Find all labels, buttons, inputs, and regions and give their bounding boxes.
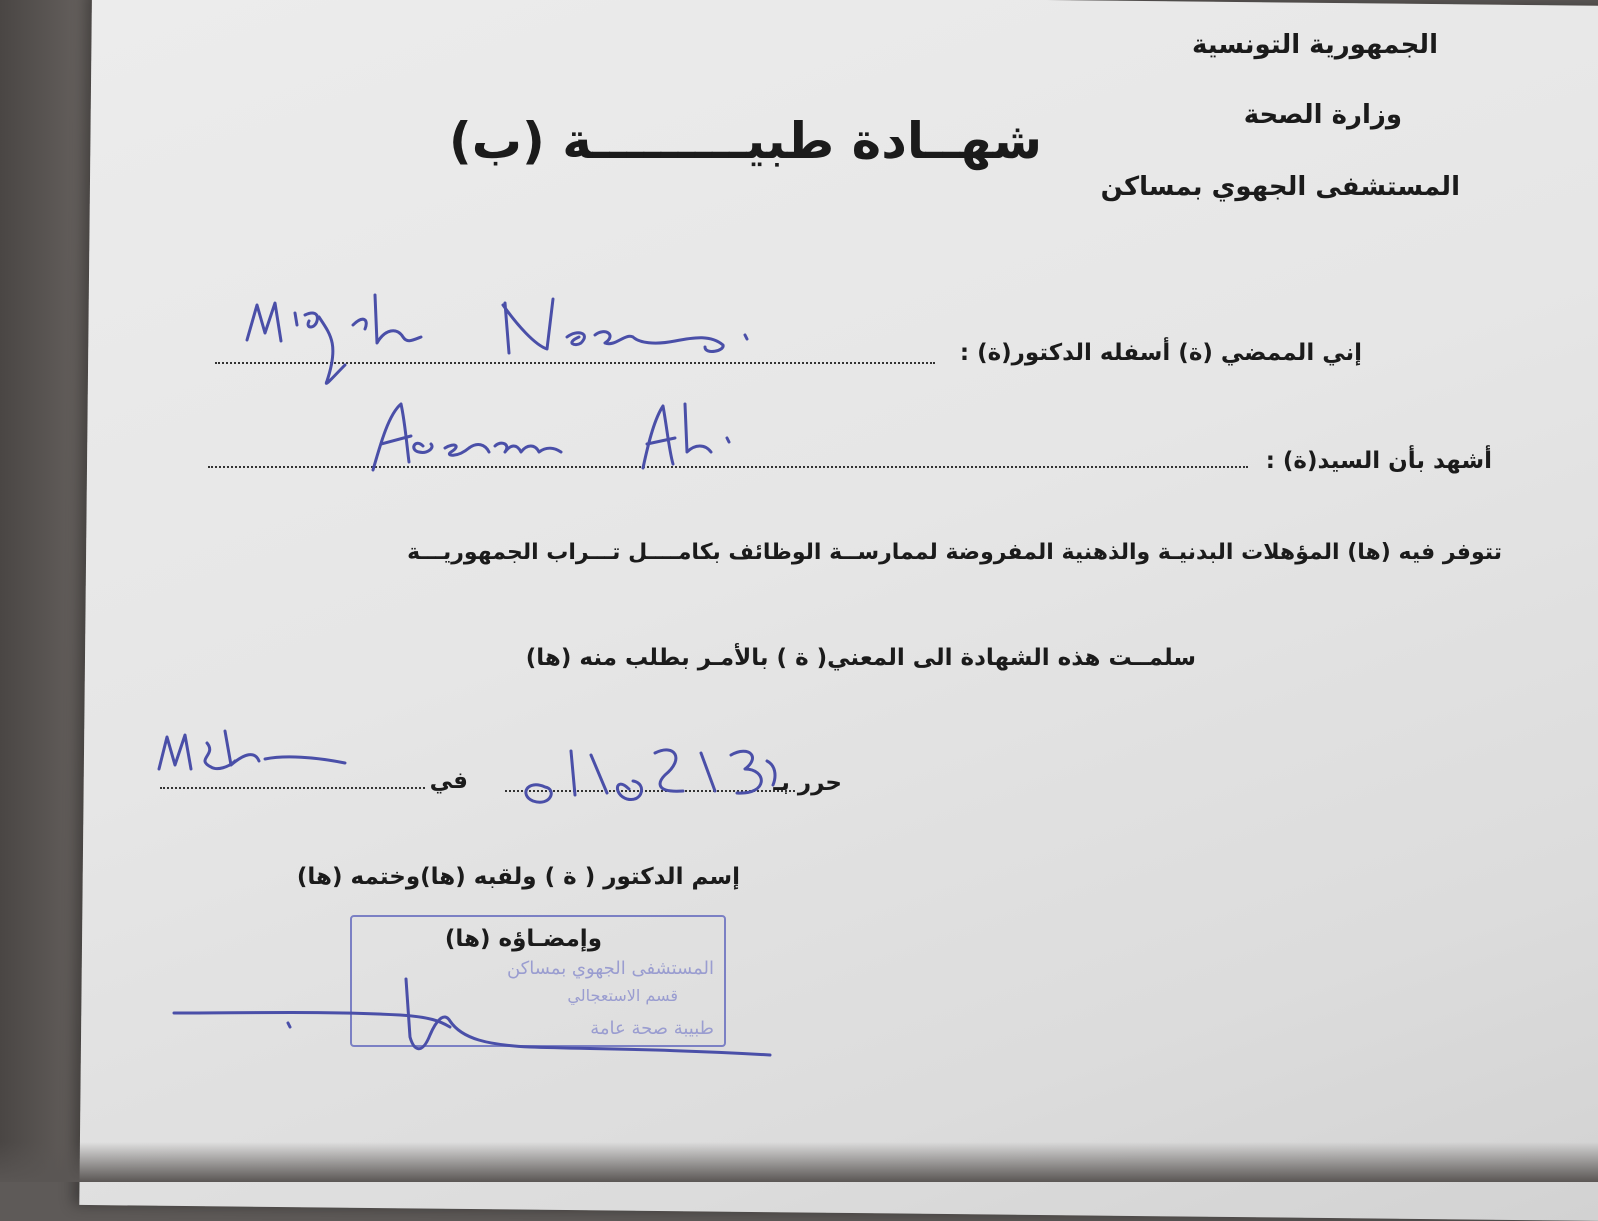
delivery-text: سلمــت هذه الشهادة الى المعني( ة ) بالأمـر بطلب منه (ها) <box>525 645 1196 671</box>
doctor-label: إني الممضي (ة) أسفله الدكتور(ة) : <box>959 340 1362 366</box>
signature-label: وإمضـاؤه (ها) <box>444 926 602 952</box>
patient-name-dotted-line <box>208 466 1248 468</box>
doctor-title-label: إسم الدكتور ( ة ) ولقبه (ها)وختمه (ها) <box>296 864 740 890</box>
patient-label: أشهد بأن السيد(ة) : <box>1265 448 1492 474</box>
stamp-line-department: قسم الاستعجالي <box>567 986 678 1005</box>
doctor-name-dotted-line <box>215 362 935 364</box>
qualifications-text: تتوفر فيه (ها) المؤهلات البدنيـة والذهنية المفروضة لممارســة الوظائف بكامــــل تـــراب الجمهوريـــة <box>407 540 1502 565</box>
header-republic: الجمهورية التونسية <box>1191 30 1438 60</box>
header-ministry: وزارة الصحة <box>1243 100 1402 130</box>
place-prefix-label: حرر بـ <box>773 770 842 796</box>
date-label: في <box>429 768 468 794</box>
certificate-title: شهــادة طبيـــــــــة (ب) <box>448 112 1042 170</box>
background-bottom-edge <box>0 1142 1598 1182</box>
header-hospital: المستشفى الجهوي بمساكن <box>1100 172 1460 202</box>
date-dotted-line <box>505 790 795 792</box>
stamp-line-doctor-type: طبيبة صحة عامة <box>590 1018 714 1039</box>
stamp-line-hospital: المستشفى الجهوي بمساكن <box>506 958 714 979</box>
place-dotted-line <box>160 787 425 789</box>
